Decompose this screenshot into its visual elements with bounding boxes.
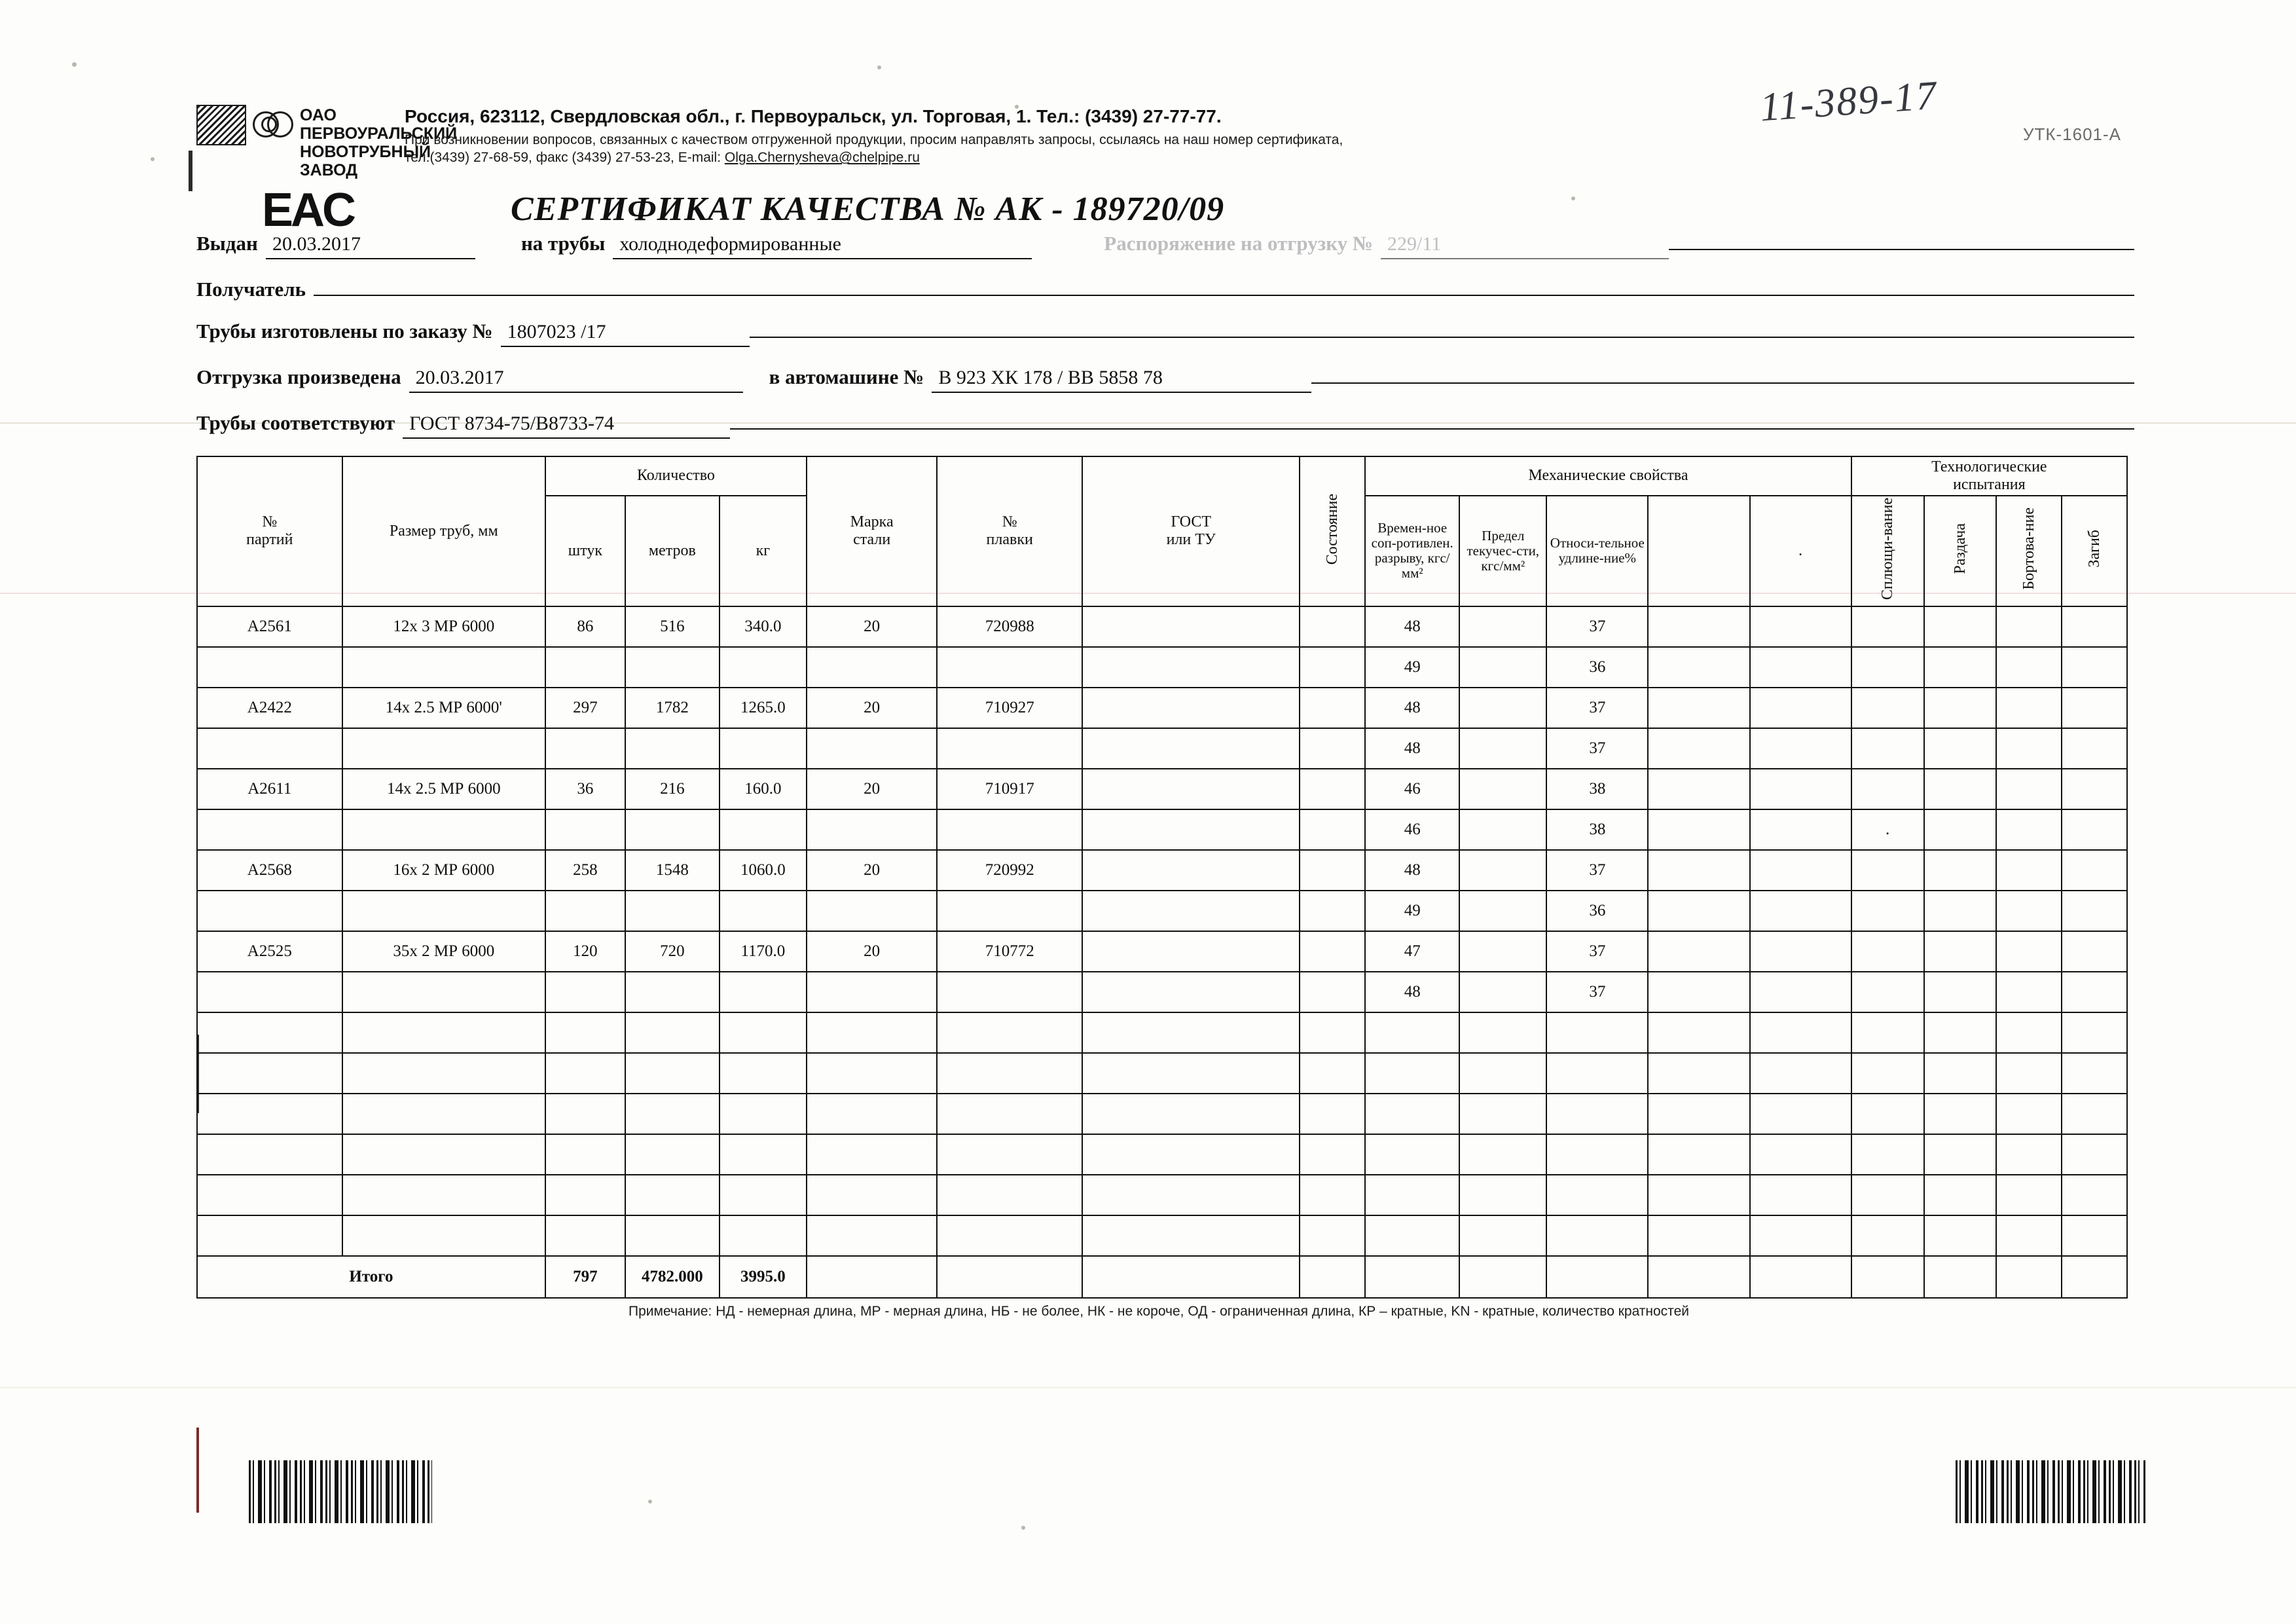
th-heat-no: № плавки xyxy=(937,456,1082,606)
margin-mark xyxy=(196,1428,199,1513)
certificate-table xyxy=(196,456,2128,1299)
footnote: Примечание: НД - немерная длина, МР - мерная длина, НБ - не более, НК - не короче, ОД - ограниченная длина, КР – кратные, KN - кратные, количество кратностей xyxy=(629,1303,1689,1319)
cell-party-no: А2525 xyxy=(197,931,342,972)
table-row[interactable] xyxy=(197,850,2127,891)
th-kg: кг xyxy=(720,496,807,606)
th-gost: ГОСТ или ТУ xyxy=(1082,456,1300,606)
cell-meters: 1782 xyxy=(625,688,720,728)
th-pieces: штук xyxy=(545,496,625,606)
shipment-label: Отгрузка произведена xyxy=(196,365,401,388)
cell-gost xyxy=(1082,850,1300,891)
company-logo xyxy=(196,105,458,179)
for-pipes-label: на трубы xyxy=(520,232,606,255)
cell-party-no: А2568 xyxy=(197,850,342,891)
cell-gost xyxy=(1082,688,1300,728)
issued-label: Выдан xyxy=(196,232,258,255)
cell-heat: 710917 xyxy=(937,769,1082,809)
cell-heat: 720992 xyxy=(937,850,1082,891)
certificate-title-row xyxy=(511,190,2134,229)
total-kg: 3995.0 xyxy=(720,1256,807,1298)
cell-yield xyxy=(1459,809,1546,850)
scan-speck xyxy=(877,65,881,69)
cell-mech-blank-1 xyxy=(1648,606,1749,647)
th-flattening: Сплющи-вание xyxy=(1851,496,1924,606)
cell-kg: 1265.0 xyxy=(720,688,807,728)
table-row[interactable] xyxy=(197,647,2127,688)
cell-yield xyxy=(1459,891,1546,931)
ship-order-value[interactable]: 229/11 xyxy=(1381,233,1669,259)
cell-elongation: 37 xyxy=(1546,688,1648,728)
th-quantity-group: Количество xyxy=(545,456,807,496)
cell-elongation: 37 xyxy=(1546,850,1648,891)
cell-size: 35х 2 МР 6000 xyxy=(342,931,545,972)
cell-elongation: 37 xyxy=(1546,728,1648,769)
issued-date[interactable]: 20.03.2017 xyxy=(266,233,475,259)
row-order xyxy=(196,313,2134,347)
form-code: УТК-1601-А xyxy=(2022,124,2121,144)
cell-elongation: 38 xyxy=(1546,809,1648,850)
cell-condition xyxy=(1300,688,1365,728)
barcode-right xyxy=(1956,1460,2145,1523)
cell-meters: 516 xyxy=(625,606,720,647)
cell-condition xyxy=(1300,606,1365,647)
logo-pattern-icon xyxy=(196,105,246,145)
cell-heat: 720988 xyxy=(937,606,1082,647)
cell-yield xyxy=(1459,972,1546,1012)
th-party-no: № партий xyxy=(197,456,342,606)
company-email-link[interactable]: Olga.Chernysheva@chelpipe.ru xyxy=(724,150,920,166)
cell-pieces: 120 xyxy=(545,931,625,972)
cell-steel: 20 xyxy=(807,931,937,972)
standard-value[interactable]: ГОСТ 8734-75/В8733-74 xyxy=(403,413,730,439)
cell-meters: 216 xyxy=(625,769,720,809)
cell-yield xyxy=(1459,850,1546,891)
company-address: Россия, 623112, Свердловская обл., г. Первоуральск, ул. Торговая, 1. Тел.: (3439) 27-77-77. xyxy=(405,106,1222,126)
table-row[interactable] xyxy=(197,1053,2127,1094)
cell-yield xyxy=(1459,606,1546,647)
cell-heat: 710927 xyxy=(937,688,1082,728)
cell-expansion xyxy=(1924,606,1997,647)
cell-tensile: 49 xyxy=(1365,647,1459,688)
margin-mark xyxy=(189,151,192,191)
barcode-left xyxy=(249,1460,432,1523)
table-row[interactable] xyxy=(197,1094,2127,1134)
table-row[interactable] xyxy=(197,1215,2127,1256)
row-receiver xyxy=(196,271,2134,301)
th-mech-group: Механические свойства xyxy=(1365,456,1851,496)
cell-tensile: 48 xyxy=(1365,972,1459,1012)
company-phones: тел.(3439) 27-68-59, факс (3439) 27-53-23, E-mail: xyxy=(405,150,725,166)
th-tensile: Времен-ное соп-ротивлен. разрыву, кгс/мм² xyxy=(1365,496,1459,606)
cell-yield xyxy=(1459,728,1546,769)
th-mech-blank-1 xyxy=(1648,496,1749,606)
th-steel-grade: Марка стали xyxy=(807,456,937,606)
scan-speck xyxy=(72,62,77,67)
company-note-line1: При возникновении вопросов, связанных с качеством отгруженной продукции, просим направлять запросы, ссылаясь на наш номер сертификата, xyxy=(405,132,1343,147)
receiver-value[interactable] xyxy=(314,271,2134,296)
cell-elongation: 37 xyxy=(1546,931,1648,972)
cell-heat: 710772 xyxy=(937,931,1082,972)
cell-yield xyxy=(1459,931,1546,972)
th-condition: Состояние xyxy=(1300,456,1365,606)
cell-tensile: 49 xyxy=(1365,891,1459,931)
cell-tensile: 48 xyxy=(1365,688,1459,728)
cell-steel: 20 xyxy=(807,769,937,809)
table-body xyxy=(197,606,2127,1298)
cell-size: 12х 3 МР 6000 xyxy=(342,606,545,647)
order-label: Трубы изготовлены по заказу № xyxy=(196,320,493,342)
th-size: Размер труб, мм xyxy=(342,456,545,606)
cell-steel: 20 xyxy=(807,688,937,728)
cell-condition xyxy=(1300,769,1365,809)
th-tech-group: Технологические испытания xyxy=(1851,456,2127,496)
handwritten-note: 11-389-17 xyxy=(1758,73,1940,130)
cell-elongation: 37 xyxy=(1546,972,1648,1012)
cell-flattening xyxy=(1851,606,1924,647)
cell-condition xyxy=(1300,931,1365,972)
scan-artifact-line xyxy=(0,1387,2296,1388)
scan-speck xyxy=(151,157,155,161)
cell-yield xyxy=(1459,769,1546,809)
cell-size: 14х 2.5 МР 6000' xyxy=(342,688,545,728)
row-standard xyxy=(196,405,2134,439)
page-title: СЕРТИФИКАТ КАЧЕСТВА № АК - 189720/09 xyxy=(511,191,1225,228)
cell-pieces: 86 xyxy=(545,606,625,647)
cell-condition xyxy=(1300,850,1365,891)
th-meters: метров xyxy=(625,496,720,606)
table-row[interactable] xyxy=(197,769,2127,809)
cell-size: 16х 2 МР 6000 xyxy=(342,850,545,891)
table-row[interactable] xyxy=(197,1175,2127,1215)
table-total-row xyxy=(197,1256,2127,1298)
cell-tensile: 48 xyxy=(1365,850,1459,891)
table-row[interactable] xyxy=(197,1012,2127,1053)
cell-elongation: 38 xyxy=(1546,769,1648,809)
table-header-row-1 xyxy=(197,456,2127,496)
total-meters: 4782.000 xyxy=(625,1256,720,1298)
cell-pieces: 258 xyxy=(545,850,625,891)
cell-gost xyxy=(1082,606,1300,647)
for-pipes-value[interactable]: холоднодеформированные xyxy=(613,233,1032,259)
cell-party-no: А2561 xyxy=(197,606,342,647)
th-elongation: Относи-тельное удлине-ние% xyxy=(1546,496,1648,606)
cell-steel: 20 xyxy=(807,850,937,891)
cell-party-no: А2422 xyxy=(197,688,342,728)
scan-speck xyxy=(648,1500,652,1504)
ship-order-label: Распоряжение на отгрузку № xyxy=(1104,232,1374,255)
cell-flattening: . xyxy=(1851,809,1924,850)
table-row[interactable] xyxy=(197,809,2127,850)
table-row[interactable] xyxy=(197,688,2127,728)
th-expansion: Раздача xyxy=(1924,496,1997,606)
cell-gost xyxy=(1082,931,1300,972)
cell-steel: 20 xyxy=(807,606,937,647)
cell-tensile: 46 xyxy=(1365,769,1459,809)
company-name-line1: ОАО ПЕРВОУРАЛЬСКИЙ xyxy=(300,106,458,143)
table-row[interactable] xyxy=(197,891,2127,931)
company-note-line2 xyxy=(405,149,2134,166)
cell-size: 14х 2.5 МР 6000 xyxy=(342,769,545,809)
cell-yield xyxy=(1459,647,1546,688)
eac-mark: ЕAC xyxy=(262,184,354,236)
th-bend: Загиб xyxy=(2062,496,2127,606)
vehicle-label: в автомашине № xyxy=(769,365,924,388)
cell-bend xyxy=(2062,606,2127,647)
logo-rings-icon xyxy=(253,105,293,143)
th-flanging: Бортова-ние xyxy=(1996,496,2062,606)
cell-kg: 160.0 xyxy=(720,769,807,809)
cell-elongation: 36 xyxy=(1546,647,1648,688)
row-shipment xyxy=(196,359,2134,393)
scan-speck xyxy=(1021,1526,1025,1530)
cell-tensile: 46 xyxy=(1365,809,1459,850)
cell-tensile: 47 xyxy=(1365,931,1459,972)
certificate-body xyxy=(196,73,2134,1320)
total-label: Итого xyxy=(197,1256,545,1298)
shipment-date[interactable]: 20.03.2017 xyxy=(409,367,743,393)
cell-kg: 340.0 xyxy=(720,606,807,647)
cell-elongation: 36 xyxy=(1546,891,1648,931)
cell-yield xyxy=(1459,688,1546,728)
cell-kg: 1170.0 xyxy=(720,931,807,972)
total-pieces: 797 xyxy=(545,1256,625,1298)
table-row[interactable] xyxy=(197,972,2127,1012)
table-row[interactable] xyxy=(197,1134,2127,1175)
standard-label: Трубы соответствуют xyxy=(196,411,395,434)
cell-party-no: А2611 xyxy=(197,769,342,809)
table-row[interactable] xyxy=(197,606,2127,647)
cell-pieces: 36 xyxy=(545,769,625,809)
cell-pieces: 297 xyxy=(545,688,625,728)
cell-elongation: 37 xyxy=(1546,606,1648,647)
header-top xyxy=(196,73,2134,236)
order-value[interactable]: 1807023 /17 xyxy=(501,321,750,347)
cell-tensile: 48 xyxy=(1365,728,1459,769)
cell-mech-blank-2 xyxy=(1750,606,1851,647)
cell-meters: 720 xyxy=(625,931,720,972)
cell-gost xyxy=(1082,769,1300,809)
th-yield: Предел текучес-сти, кгс/мм² xyxy=(1459,496,1546,606)
cell-tensile: 48 xyxy=(1365,606,1459,647)
cell-meters: 1548 xyxy=(625,850,720,891)
cell-flanging xyxy=(1996,606,2062,647)
form-fields xyxy=(196,225,2134,439)
table-row[interactable] xyxy=(197,728,2127,769)
vehicle-value[interactable]: В 923 ХК 178 / ВВ 5858 78 xyxy=(932,367,1311,393)
receiver-label: Получатель xyxy=(196,278,306,301)
table-row[interactable] xyxy=(197,931,2127,972)
company-name-line2: НОВОТРУБНЫЙ ЗАВОД xyxy=(300,143,431,179)
th-mech-blank-2: . xyxy=(1750,496,1851,606)
row-issued xyxy=(196,225,2134,259)
cell-kg: 1060.0 xyxy=(720,850,807,891)
